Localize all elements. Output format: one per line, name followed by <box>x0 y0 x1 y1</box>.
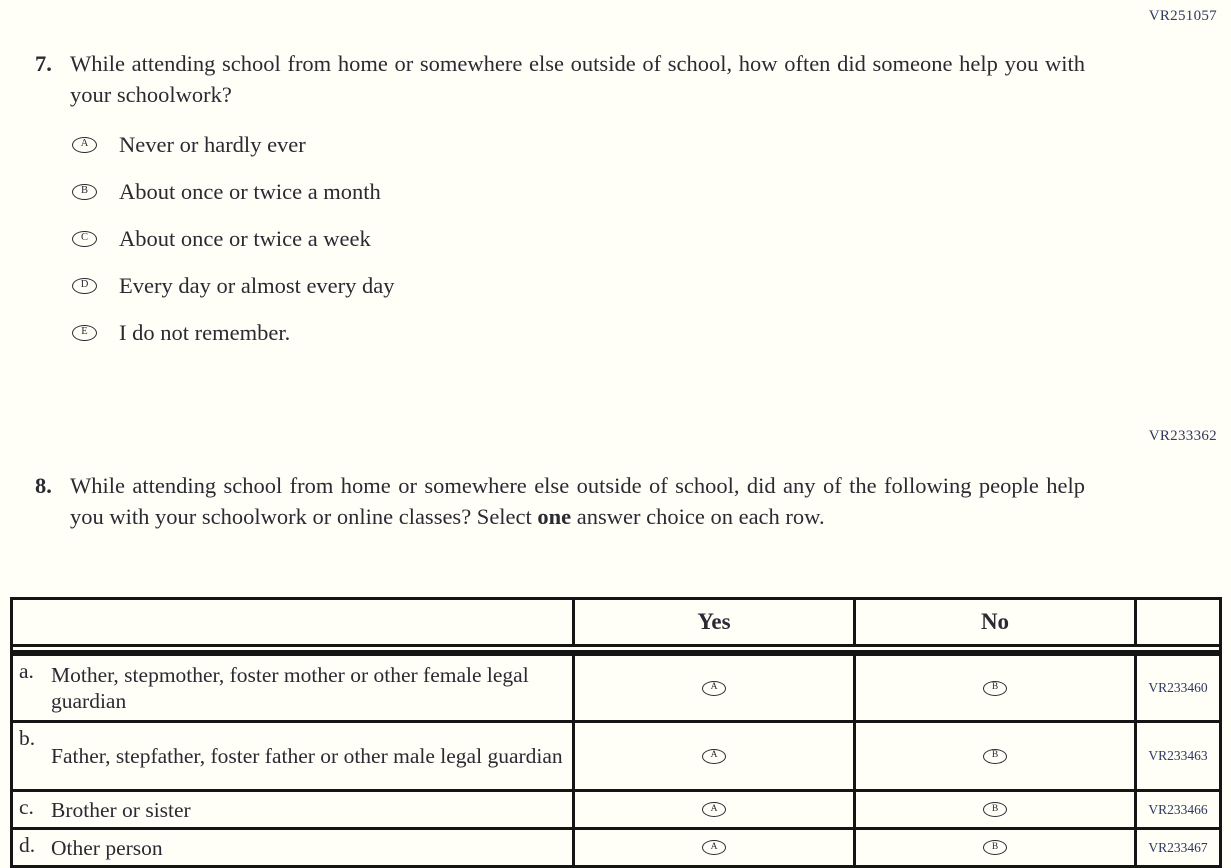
row-d-no-cell <box>856 830 1137 865</box>
row-a-text: Mother, stepmother, foster mother or other female legal guardian <box>51 663 529 713</box>
form-code-q7: VR251057 <box>1148 8 1217 24</box>
answer-bubble-b[interactable]: B <box>72 184 97 200</box>
row-d-code: VR233467 <box>1148 839 1208 855</box>
row-b-no-cell <box>856 723 1137 789</box>
table-row-a <box>13 653 1219 720</box>
table-header-row <box>13 600 1219 653</box>
option-e <box>72 309 395 356</box>
answer-bubble-e[interactable]: E <box>72 325 97 341</box>
row-d-prefix: d. <box>19 833 36 857</box>
question-8-bold-word: one <box>537 504 572 529</box>
row-b-prefix: b. <box>19 726 36 750</box>
question-8 <box>35 470 1085 532</box>
option-e-label: I do not remember. <box>119 319 291 345</box>
row-a-label <box>13 656 575 720</box>
question-8-text <box>70 470 1085 532</box>
question-8-response-table <box>10 597 1222 868</box>
answer-bubble-c[interactable]: C <box>72 231 97 247</box>
row-a-prefix: a. <box>19 659 34 683</box>
row-a-no-bubble[interactable]: B <box>983 681 1007 696</box>
table-row-b <box>13 720 1219 789</box>
header-code-cell <box>1137 600 1219 644</box>
question-8-text-end: answer choice on each row. <box>571 504 825 529</box>
row-b-yes-bubble[interactable]: A <box>702 749 726 764</box>
option-a-label: Never or hardly ever <box>119 131 306 157</box>
answer-bubble-a[interactable]: A <box>72 137 97 153</box>
row-d-text: Other person <box>51 835 163 860</box>
row-c-no-bubble[interactable]: B <box>983 802 1007 817</box>
row-d-yes-cell <box>575 830 856 865</box>
row-b-no-bubble[interactable]: B <box>983 749 1007 764</box>
option-a <box>72 121 395 168</box>
row-d-no-bubble[interactable]: B <box>983 840 1007 855</box>
option-d <box>72 262 395 309</box>
row-b-text: Father, stepfather, foster father or other male legal guardian <box>51 744 563 768</box>
row-b-yes-cell <box>575 723 856 789</box>
row-c-code: VR233466 <box>1148 801 1208 817</box>
question-7-number: 7. <box>35 51 52 76</box>
row-c-yes-cell <box>575 792 856 827</box>
header-yes: Yes <box>575 600 856 644</box>
option-b-label: About once or twice a month <box>119 178 381 204</box>
row-b-label <box>13 723 575 789</box>
row-a-yes-cell <box>575 656 856 720</box>
row-d-label <box>13 830 575 865</box>
row-a-yes-bubble[interactable]: A <box>702 681 726 696</box>
table-row-c <box>13 789 1219 827</box>
row-d-yes-bubble[interactable]: A <box>702 840 726 855</box>
row-c-prefix: c. <box>19 795 34 819</box>
question-7-text: While attending school from home or somewhere else outside of school, how often did someone help you with your schoolwork? <box>70 51 1085 107</box>
row-a-code: VR233460 <box>1148 680 1208 695</box>
row-a-no-cell <box>856 656 1137 720</box>
question-7 <box>35 48 1085 110</box>
row-c-yes-bubble[interactable]: A <box>702 802 726 817</box>
header-blank-cell <box>13 600 575 644</box>
header-no: No <box>856 600 1137 644</box>
option-b <box>72 168 395 215</box>
question-8-text-start: While attending school from home or somewhere else outside of school, did any of the following people help you with your schoolwork or online classes? Select <box>70 473 1085 529</box>
question-7-options <box>72 121 395 356</box>
row-c-label <box>13 792 575 827</box>
question-8-number: 8. <box>35 473 52 498</box>
table-row-d <box>13 827 1219 865</box>
option-c <box>72 215 395 262</box>
option-d-label: Every day or almost every day <box>119 272 395 298</box>
row-c-no-cell <box>856 792 1137 827</box>
form-code-q8: VR233362 <box>1148 428 1217 444</box>
row-b-code: VR233463 <box>1148 748 1208 763</box>
option-c-label: About once or twice a week <box>119 225 371 251</box>
row-c-text: Brother or sister <box>51 797 191 822</box>
answer-bubble-d[interactable]: D <box>72 278 97 294</box>
